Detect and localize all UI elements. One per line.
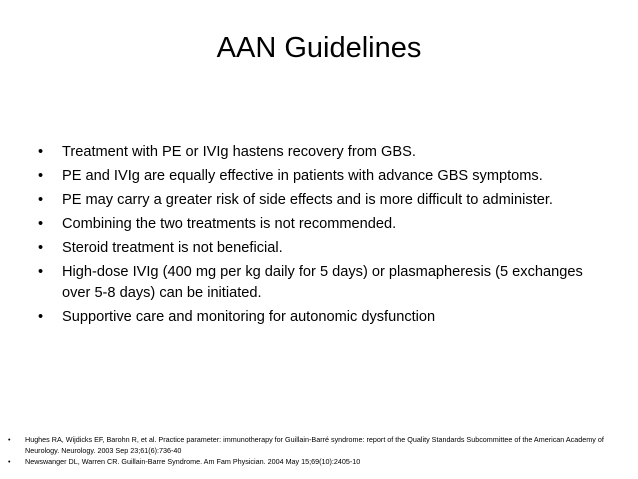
reference-item: • Newswanger DL, Warren CR. Guillain-Barre Syndrome. Am Fam Physician. 2004 May 15;69(10):2405-10	[6, 456, 626, 467]
reference-item: • Hughes RA, Wijdicks EF, Barohn R, et al. Practice parameter: immunotherapy for Guillain-Barré syndrome: report of the Quality Standards Subcommittee of the American Academy of Neurology. Neurology. 2003 Sep 23;61(6):736-40	[6, 434, 626, 456]
bullet-item: • Supportive care and monitoring for autonomic dysfunction	[34, 307, 594, 328]
bullet-item: • High-dose IVIg (400 mg per kg daily for 5 days) or plasmapheresis (5 exchanges over 5-8 days) can be initiated.	[34, 262, 594, 304]
bullet-item: • Steroid treatment is not beneficial.	[34, 238, 594, 259]
bullet-list	[34, 142, 594, 331]
reference-list	[6, 434, 626, 467]
bullet-item: • Treatment with PE or IVIg hastens recovery from GBS.	[34, 142, 594, 163]
bullet-item: • Combining the two treatments is not recommended.	[34, 214, 594, 235]
bullet-item: • PE and IVIg are equally effective in patients with advance GBS symptoms.	[34, 166, 594, 187]
slide-title: AAN Guidelines	[216, 32, 422, 64]
bullet-item: • PE may carry a greater risk of side effects and is more difficult to administer.	[34, 190, 594, 211]
